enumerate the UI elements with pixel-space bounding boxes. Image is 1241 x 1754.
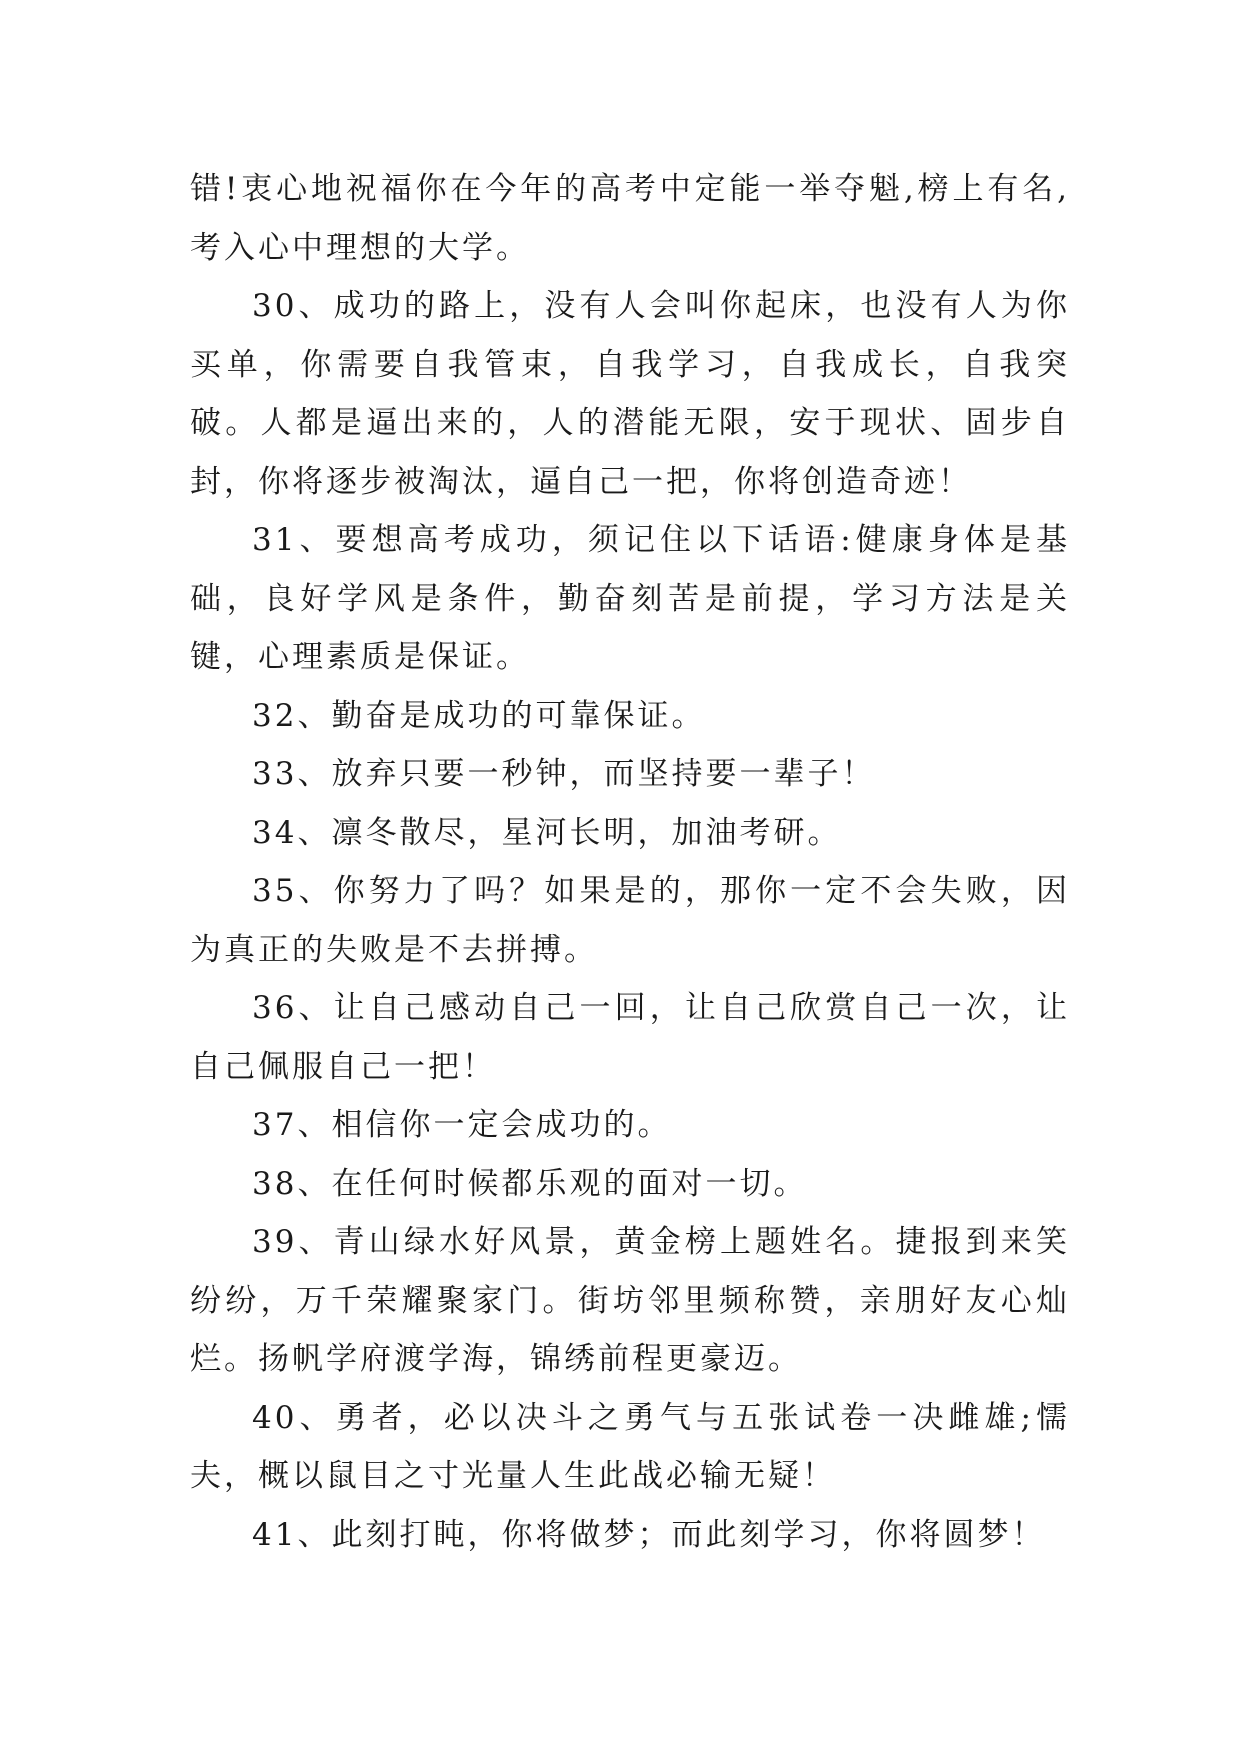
paragraph-34: 34、凛冬散尽，星河长明，加油考研。: [252, 814, 842, 851]
paragraph-35: 35、你努力了吗？如果是的，那你一定不会失败，因为真正的失败是不去拼搏。: [190, 873, 1070, 968]
paragraph-36: 36、让自己感动自己一回，让自己欣赏自己一次，让自己佩服自己一把！: [190, 990, 1070, 1085]
paragraph-41: 41、此刻打盹，你将做梦；而此刻学习，你将圆梦！: [252, 1516, 1046, 1553]
paragraph-38: 38、在任何时候都乐观的面对一切。: [252, 1165, 808, 1202]
paragraph-30: 30、成功的路上，没有人会叫你起床，也没有人为你买单，你需要自我管束，自我学习，自我成长，自我突破。人都是逼出来的，人的潜能无限，安于现状、固步自封，你将逐步被淘汰，逼自己一把，你将创造奇迹！: [190, 288, 1070, 500]
paragraph-31: 31、要想高考成功，须记住以下话语:健康身体是基础，良好学风是条件，勤奋刻苦是前提，学习方法是关键，心理素质是保证。: [190, 522, 1070, 675]
paragraph-39: 39、青山绿水好风景，黄金榜上题姓名。捷报到来笑纷纷，万千荣耀聚家门。街坊邻里频称赞，亲朋好友心灿烂。扬帆学府渡学海，锦绣前程更豪迈。: [190, 1224, 1070, 1377]
paragraph-33: 33、放弃只要一秒钟，而坚持要一辈子！: [252, 756, 876, 792]
paragraph-40: 40、勇者，必以决斗之勇气与五张试卷一决雌雄;懦夫，概以鼠目之寸光量人生此战必输无疑！: [190, 1399, 1070, 1494]
document-page: [190, 160, 1070, 1564]
paragraph-continuation: 错!衷心地祝福你在今年的高考中定能一举夺魁,榜上有名,考入心中理想的大学。: [190, 171, 1070, 266]
paragraph-37: 37、相信你一定会成功的。: [252, 1107, 672, 1143]
paragraph-32: 32、勤奋是成功的可靠保证。: [252, 697, 706, 734]
